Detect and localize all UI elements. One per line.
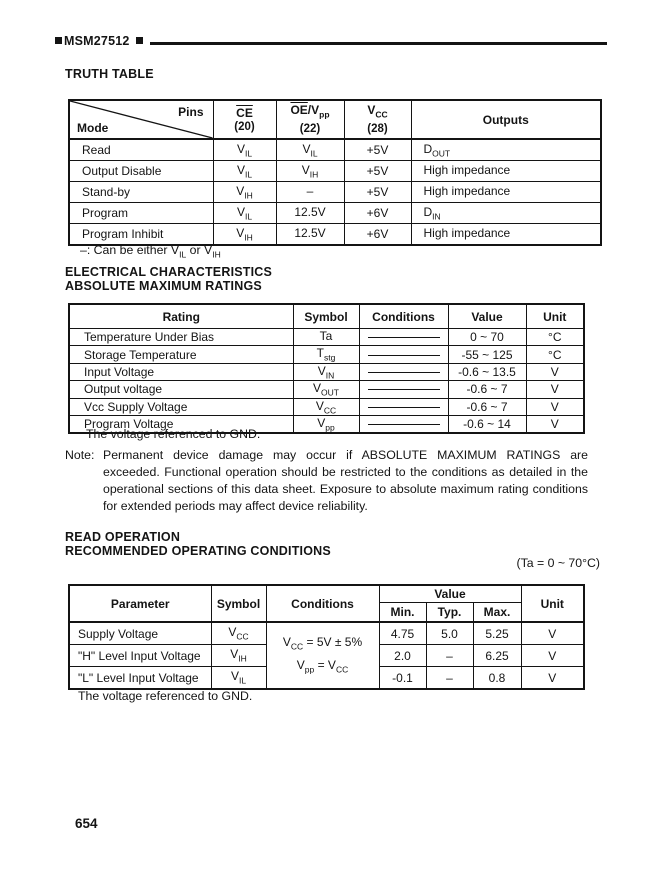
gnd-reference-note: The voltage referenced to GND.	[78, 689, 253, 703]
cell-max: 6.25	[473, 645, 521, 667]
cell-conditions	[359, 415, 448, 433]
cell-typ: 5.0	[426, 622, 473, 645]
pin-number: (28)	[367, 122, 388, 135]
cell-rating: Output voltage	[69, 381, 293, 398]
cell-value: -0.6 ~ 14	[448, 415, 526, 433]
cell-outputs: $D_{IN}$	[411, 203, 601, 224]
cell-unit: V	[526, 398, 584, 415]
vcc-sub: CC	[375, 109, 388, 120]
cell-unit: V	[526, 415, 584, 433]
cell-min: 4.75	[379, 622, 426, 645]
cell-value: -0.6 ~ 7	[448, 381, 526, 398]
heading-line: RECOMMENDED OPERATING CONDITIONS	[65, 544, 331, 558]
cell-symbol: $V_{CC}$	[293, 398, 359, 415]
ta-condition-note: (Ta = 0 ~ 70°C)	[516, 556, 600, 570]
cell-parameter: "L" Level Input Voltage	[69, 667, 211, 690]
cell-ce: $V_{IL}$	[213, 161, 276, 182]
table-row	[69, 398, 584, 415]
cell-conditions	[266, 622, 379, 689]
cell-symbol: $T_{stg}$	[293, 346, 359, 363]
cell-parameter: Supply Voltage	[69, 622, 211, 645]
square-bullet-icon	[136, 37, 143, 44]
cell-symbol: $V_{IN}$	[293, 363, 359, 380]
cell-symbol: Ta	[293, 329, 359, 346]
cell-rating: Input Voltage	[69, 363, 293, 380]
cell-unit: V	[521, 622, 584, 645]
table-row	[69, 346, 584, 363]
absolute-maximum-ratings-table	[68, 303, 585, 434]
cell-conditions	[359, 363, 448, 380]
cell-vcc: +5V	[344, 161, 411, 182]
section-heading-read-operation	[65, 530, 331, 558]
table-row	[69, 161, 601, 182]
cell-rating: Vcc Supply Voltage	[69, 398, 293, 415]
cell-symbol: $V_{OUT}$	[293, 381, 359, 398]
corner-mode-label: Mode	[77, 121, 109, 135]
col-header-min: Min.	[379, 603, 426, 623]
conditions-dash-line	[368, 407, 440, 408]
table-row	[69, 622, 584, 645]
cell-vcc: +6V	[344, 203, 411, 224]
cell-symbol: $V_{IH}$	[211, 645, 266, 667]
col-header-typ: Typ.	[426, 603, 473, 623]
truth-table-footnote: –: Can be either $V_{IL}$ or $V_{IH}$	[80, 243, 221, 260]
cell-unit: V	[521, 667, 584, 690]
table-row	[69, 329, 584, 346]
amr-header-row	[69, 304, 584, 329]
cell-ce: $V_{IL}$	[213, 203, 276, 224]
cell-rating: Storage Temperature	[69, 346, 293, 363]
cell-outputs: High impedance	[411, 161, 601, 182]
cell-unit: V	[526, 381, 584, 398]
cell-symbol: $V_{CC}$	[211, 622, 266, 645]
cell-conditions	[359, 381, 448, 398]
col-header-symbol: Symbol	[211, 585, 266, 622]
conditions-dash-line	[368, 424, 440, 425]
cell-value: -0.6 ~ 13.5	[448, 363, 526, 380]
note-text: Permanent device damage may occur if ABSOLUTE MAXIMUM RATINGS are exceeded. Functional operation should be restricted to the conditions as detailed in the operational sections of this data sheet. Exposure to absolute maximum rating conditions for extended periods may affect device reliability.	[103, 448, 588, 513]
recommended-operating-conditions-table	[68, 584, 585, 690]
col-header-max: Max.	[473, 603, 521, 623]
cell-mode: Program	[69, 203, 213, 224]
header-rule	[150, 42, 607, 45]
cell-conditions	[359, 398, 448, 415]
col-header-conditions: Conditions	[266, 585, 379, 622]
vpp-symbol: /V	[307, 103, 320, 118]
col-header-conditions: Conditions	[359, 304, 448, 329]
pin-number: (22)	[299, 122, 321, 135]
cell-min: 2.0	[379, 645, 426, 667]
cell-conditions	[359, 346, 448, 363]
cell-value: -0.6 ~ 7	[448, 398, 526, 415]
truth-table	[68, 99, 602, 246]
note-label: Note:	[65, 448, 95, 462]
cell-oe: 12.5V	[276, 203, 344, 224]
corner-pins-label: Pins	[178, 105, 204, 119]
corner-cell	[69, 100, 213, 139]
cell-mode: Read	[69, 139, 213, 161]
cell-unit: V	[521, 645, 584, 667]
part-number: MSM27512	[64, 34, 130, 48]
cell-ce: $V_{IL}$	[213, 139, 276, 161]
cell-symbol: $V_{pp}$	[293, 415, 359, 433]
cell-value: -55 ~ 125	[448, 346, 526, 363]
col-header-value-group: Value	[379, 585, 521, 603]
cell-outputs: High impedance	[411, 182, 601, 203]
cell-mode: Stand-by	[69, 182, 213, 203]
cell-ce: $V_{IH}$	[213, 182, 276, 203]
truth-table-title: TRUTH TABLE	[65, 67, 154, 81]
table-row	[69, 203, 601, 224]
cell-max: 0.8	[473, 667, 521, 690]
table-row	[69, 139, 601, 161]
cell-value: 0 ~ 70	[448, 329, 526, 346]
col-header-ce	[213, 100, 276, 139]
truth-table-header-row	[69, 100, 601, 139]
cell-typ: –	[426, 645, 473, 667]
heading-line: ABSOLUTE MAXIMUM RATINGS	[65, 279, 262, 293]
heading-line: ELECTRICAL CHARACTERISTICS	[65, 265, 273, 279]
cell-rating: Temperature Under Bias	[69, 329, 293, 346]
col-header-unit: Unit	[526, 304, 584, 329]
square-bullet-icon	[55, 37, 62, 44]
condition-line: $V_{CC} = 5V \pm 5\%$	[282, 635, 363, 652]
cell-conditions	[359, 329, 448, 346]
vpp-sub: pp	[319, 109, 330, 120]
cell-max: 5.25	[473, 622, 521, 645]
table-row	[69, 381, 584, 398]
conditions-dash-line	[368, 355, 440, 356]
col-header-parameter: Parameter	[69, 585, 211, 622]
conditions-dash-line	[368, 372, 440, 373]
cell-ce: $V_{IH}$	[213, 224, 276, 246]
ce-symbol: $\overline{CE}$	[236, 105, 253, 120]
cell-parameter: "H" Level Input Voltage	[69, 645, 211, 667]
cell-min: -0.1	[379, 667, 426, 690]
heading-line: READ OPERATION	[65, 530, 181, 544]
col-header-rating: Rating	[69, 304, 293, 329]
table-row	[69, 224, 601, 246]
cell-oe: $V_{IL}$	[276, 139, 344, 161]
cell-unit: V	[526, 363, 584, 380]
gnd-reference-note: The voltage referenced to GND.	[86, 427, 261, 441]
cell-rating: Program Voltage	[69, 415, 293, 433]
cell-oe: 12.5V	[276, 224, 344, 246]
rot-header-row-1	[69, 585, 584, 603]
col-header-oe-vpp	[276, 100, 344, 139]
page-number: 654	[75, 816, 98, 831]
cell-oe: $V_{IH}$	[276, 161, 344, 182]
table-row	[69, 363, 584, 380]
note-block	[65, 447, 588, 515]
cell-vcc: +5V	[344, 182, 411, 203]
vcc-symbol: V	[367, 103, 376, 118]
table-row	[69, 182, 601, 203]
col-header-symbol: Symbol	[293, 304, 359, 329]
conditions-dash-line	[368, 337, 440, 338]
cell-outputs: $D_{OUT}$	[411, 139, 601, 161]
cell-mode: Output Disable	[69, 161, 213, 182]
conditions-dash-line	[368, 389, 440, 390]
cell-unit: °C	[526, 346, 584, 363]
col-header-value: Value	[448, 304, 526, 329]
cell-outputs: High impedance	[411, 224, 601, 246]
cell-vcc: +6V	[344, 224, 411, 246]
doc-header	[55, 34, 143, 48]
cell-vcc: +5V	[344, 139, 411, 161]
col-header-vcc	[344, 100, 411, 139]
cell-typ: –	[426, 667, 473, 690]
cell-mode: Program Inhibit	[69, 224, 213, 246]
pin-number: (20)	[234, 120, 255, 133]
condition-line: $V_{pp} = V_{CC}$	[296, 657, 349, 674]
cell-unit: °C	[526, 329, 584, 346]
section-heading-electrical	[65, 265, 272, 293]
col-header-unit: Unit	[521, 585, 584, 622]
cell-oe: –	[276, 182, 344, 203]
cell-symbol: $V_{IL}$	[211, 667, 266, 690]
oe-symbol: $\overline{OE}$	[290, 103, 308, 118]
col-header-outputs: Outputs	[411, 100, 601, 139]
